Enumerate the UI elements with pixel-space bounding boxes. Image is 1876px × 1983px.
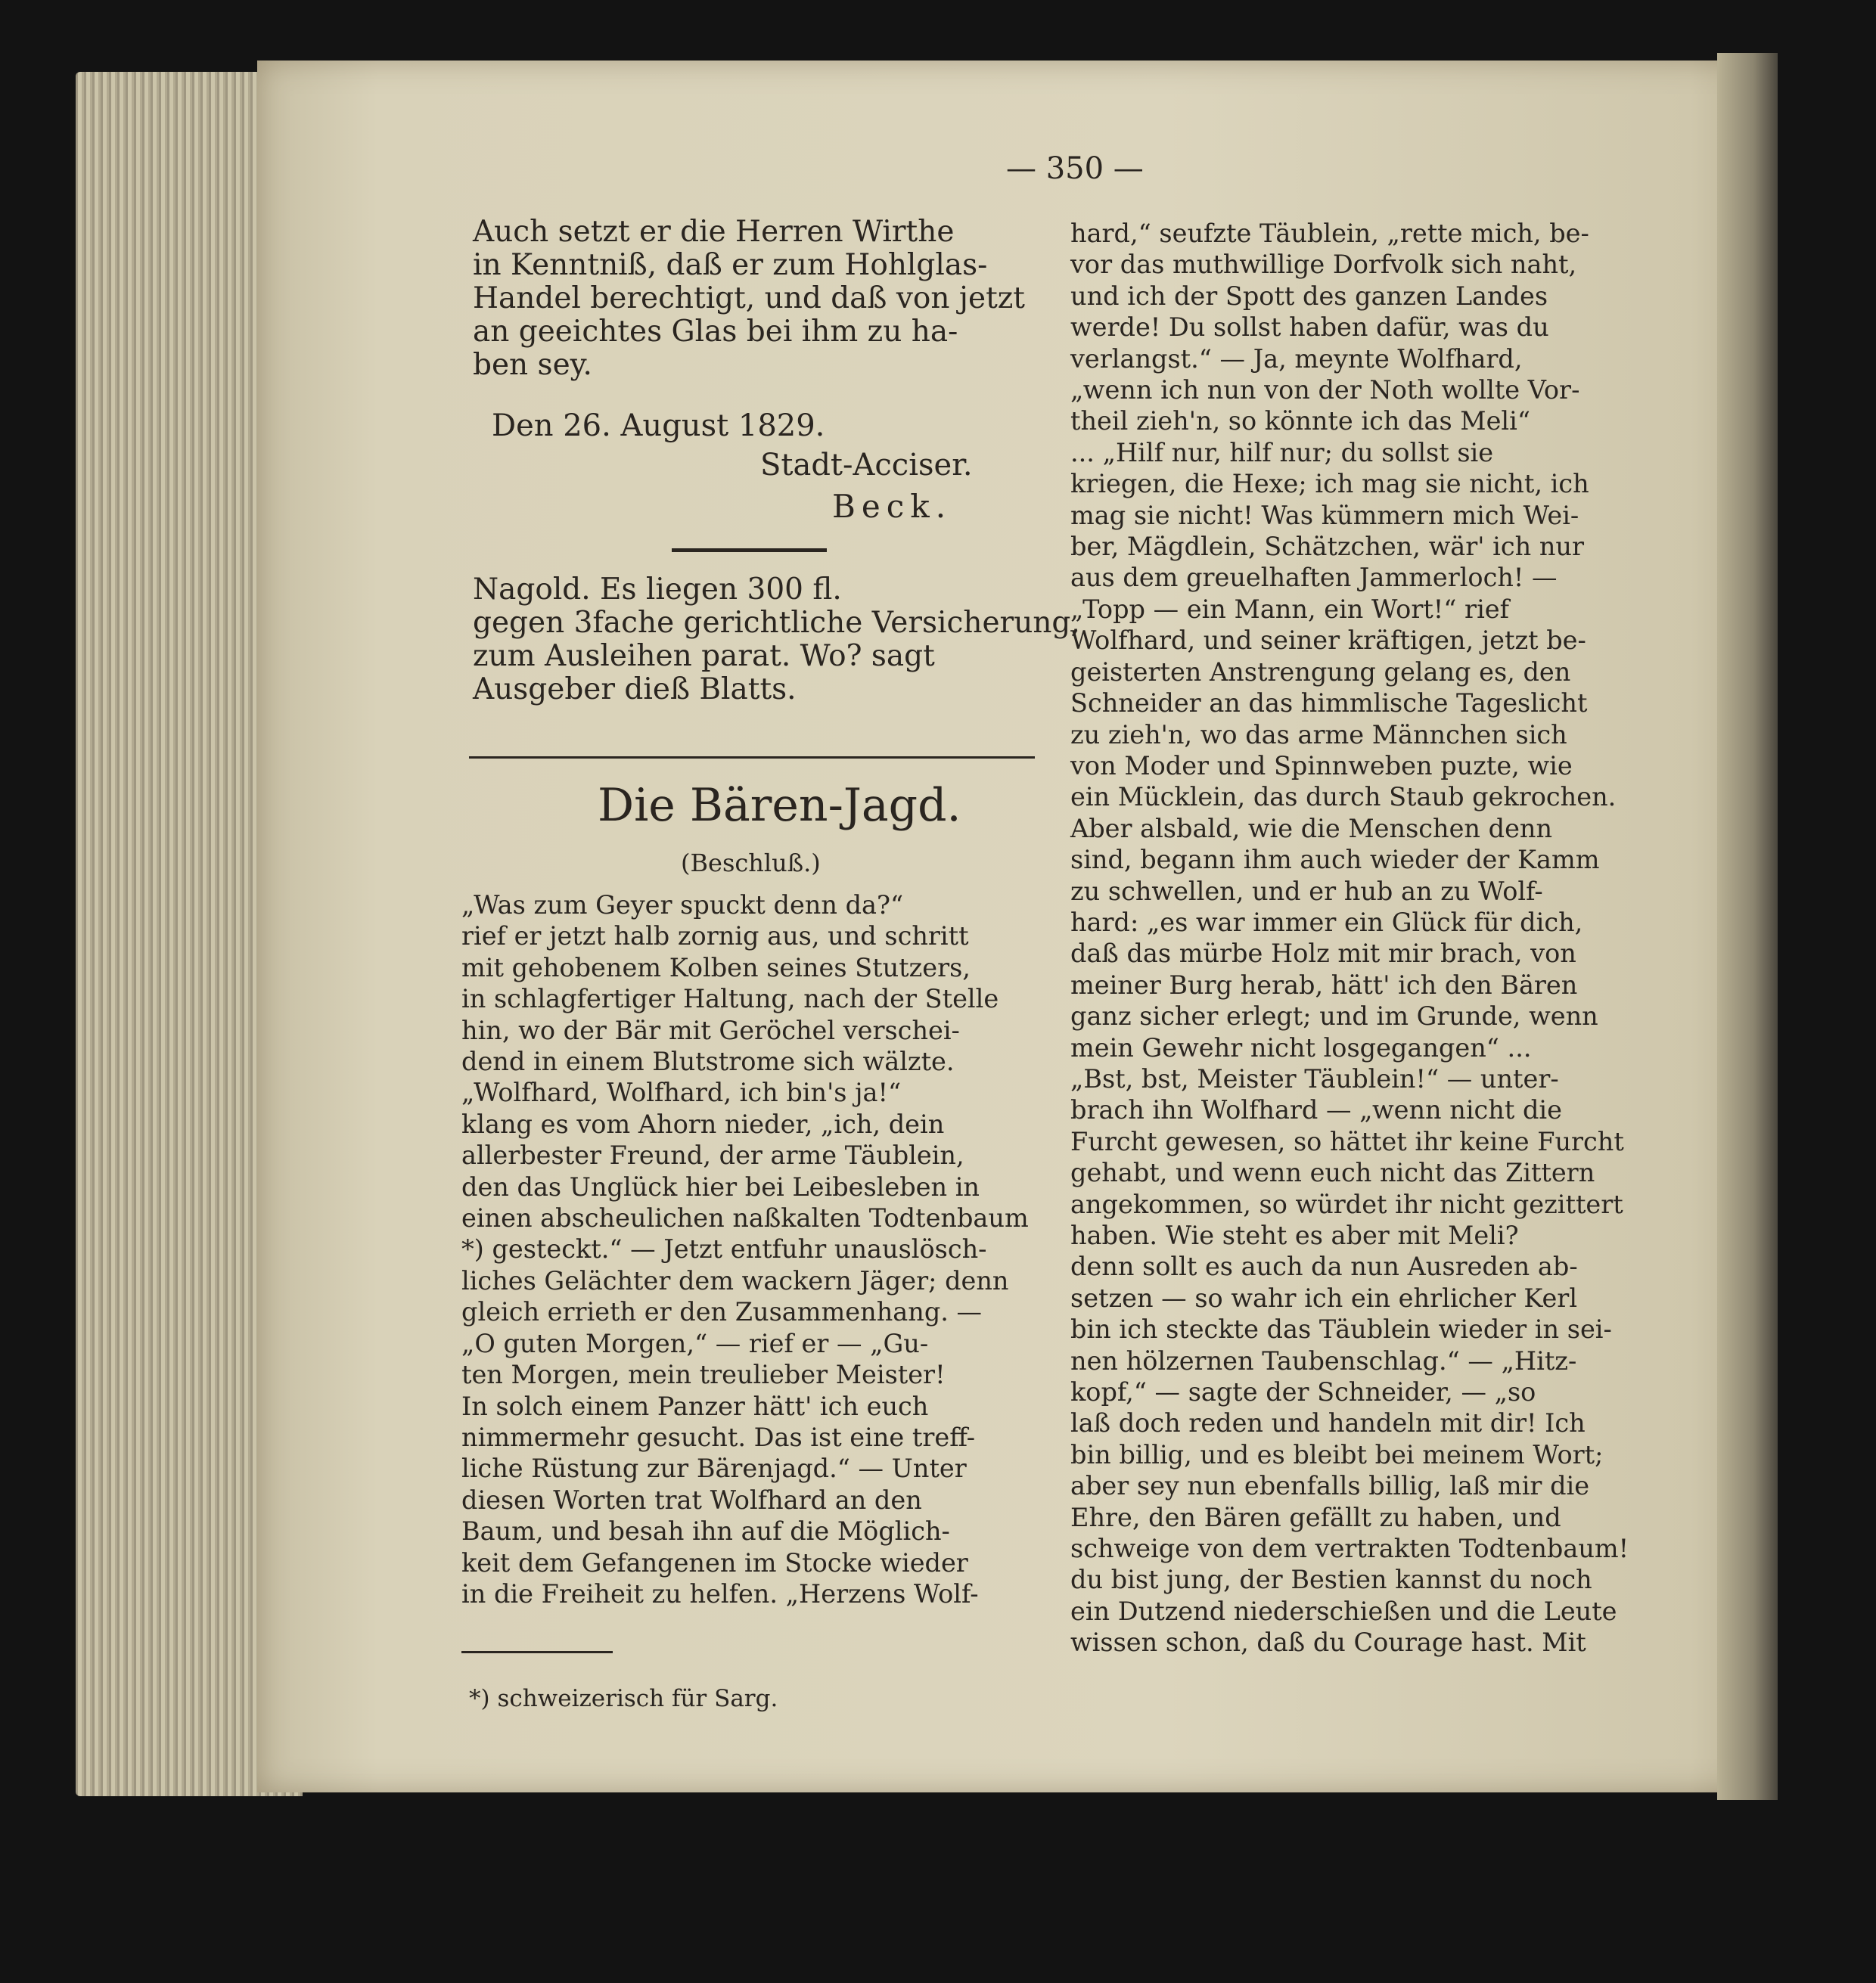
text-line: „Was zum Geyer spuckt denn da?“ bbox=[461, 890, 904, 920]
notice-line: zum Ausleihen parat. Wo? sagt bbox=[473, 639, 935, 673]
separator-rule bbox=[672, 548, 827, 552]
text-line: wissen schon, daß du Courage hast. Mit bbox=[1070, 1628, 1586, 1658]
text-line: werde! Du sollst haben dafür, was du bbox=[1070, 312, 1549, 343]
text-line: keit dem Gefangenen im Stocke wieder bbox=[461, 1547, 968, 1578]
text-line: Baum, und besah ihn auf die Möglich- bbox=[461, 1516, 950, 1547]
text-line: in die Freiheit zu helfen. „Herzens Wolf- bbox=[461, 1578, 979, 1609]
text-line: klang es vom Ahorn nieder, „ich, dein bbox=[461, 1109, 945, 1139]
text-line: mag sie nicht! Was kümmern mich Wei- bbox=[1070, 500, 1579, 530]
text-line: zu zieh'n, wo das arme Männchen sich bbox=[1070, 719, 1567, 749]
text-line: ein Dutzend niederschießen und die Leute bbox=[1070, 1596, 1617, 1626]
text-line: hin, wo der Bär mit Geröchel verschei- bbox=[461, 1015, 960, 1045]
notice-loan bbox=[473, 573, 1080, 706]
text-line: bin billig, und es bleibt bei meinem Wort; bbox=[1070, 1439, 1604, 1469]
text-line: Ehre, den Bären gefällt zu haben, und bbox=[1070, 1502, 1561, 1532]
notice-line: Auch setzt er die Herren Wirthe bbox=[473, 215, 955, 249]
text-line: Furcht gewesen, so hättet ihr keine Furcht bbox=[1070, 1126, 1624, 1156]
text-line: liches Gelächter dem wackern Jäger; denn bbox=[461, 1265, 1009, 1296]
text-line: Schneider an das himmlische Tageslicht bbox=[1070, 688, 1588, 718]
text-line: geisterten Anstrengung gelang es, den bbox=[1070, 656, 1571, 687]
text-line: dend in einem Blutstrome sich wälzte. bbox=[461, 1047, 955, 1077]
text-line: Aber alsbald, wie die Menschen denn bbox=[1070, 813, 1553, 843]
text-line: von Moder und Spinnweben puzte, wie bbox=[1070, 750, 1573, 780]
text-line: allerbester Freund, der arme Täublein, bbox=[461, 1140, 964, 1171]
story-title: Die Bären-Jagd. bbox=[598, 779, 961, 832]
section-rule bbox=[469, 756, 1035, 759]
text-line: laß doch reden und handeln mit dir! Ich bbox=[1070, 1408, 1586, 1438]
text-line: ten Morgen, mein treulieber Meister! bbox=[461, 1360, 946, 1390]
text-line: verlangst.“ — Ja, meynte Wolfhard, bbox=[1070, 343, 1523, 374]
text-line: nimmermehr gesucht. Das ist eine treff- bbox=[461, 1422, 976, 1452]
text-line: meiner Burg herab, hätt' ich den Bären bbox=[1070, 970, 1578, 1000]
text-line: brach ihn Wolfhard — „wenn nicht die bbox=[1070, 1095, 1562, 1125]
text-line: gleich errieth er den Zusammenhang. — bbox=[461, 1297, 983, 1327]
text-line: schweige von dem vertrakten Todtenbaum! bbox=[1070, 1534, 1629, 1564]
footnote: *) schweizerisch für Sarg. bbox=[469, 1685, 778, 1712]
text-line: In solch einem Panzer hätt' ich euch bbox=[461, 1391, 929, 1421]
text-line: setzen — so wahr ich ein ehrlicher Kerl bbox=[1070, 1283, 1578, 1313]
text-line: „Topp — ein Mann, ein Wort!“ rief bbox=[1070, 594, 1510, 624]
text-line: hard,“ seufzte Täublein, „rette mich, be- bbox=[1070, 219, 1589, 248]
page-number: — 350 — bbox=[1006, 151, 1144, 186]
text-line: zu schwellen, und er hub an zu Wolf- bbox=[1070, 876, 1543, 906]
text-line: aus dem greuelhaften Jammerloch! — bbox=[1070, 563, 1558, 593]
text-line: ber, Mägdlein, Schätzchen, wär' ich nur bbox=[1070, 532, 1584, 562]
text-line: Wolfhard, und seiner kräftigen, jetzt be- bbox=[1070, 625, 1586, 656]
text-line: aber sey nun ebenfalls billig, laß mir die bbox=[1070, 1471, 1590, 1501]
text-line: du bist jung, der Bestien kannst du noch bbox=[1070, 1565, 1592, 1595]
text-line: angekommen, so würdet ihr nicht gezittert bbox=[1070, 1189, 1623, 1219]
story-column-left bbox=[461, 889, 1029, 1609]
text-line: mit gehobenem Kolben seines Stutzers, bbox=[461, 952, 971, 982]
text-line: haben. Wie steht es aber mit Meli? bbox=[1070, 1221, 1519, 1250]
text-line: gehabt, und wenn euch nicht das Zittern bbox=[1070, 1158, 1595, 1188]
signature-office: Stadt-Acciser. bbox=[760, 448, 973, 483]
notice-line: Ausgeber dieß Blatts. bbox=[473, 672, 797, 706]
text-line: hard: „es war immer ein Glück für dich, bbox=[1070, 907, 1583, 937]
text-line: ... „Hilf nur, hilf nur; du sollst sie bbox=[1070, 437, 1494, 467]
text-line: den das Unglück hier bei Leibesleben in bbox=[461, 1171, 980, 1202]
text-line: kriegen, die Hexe; ich mag sie nicht, ich bbox=[1070, 469, 1589, 499]
notice-line: ben sey. bbox=[473, 348, 592, 382]
text-line: bin ich steckte das Täublein wieder in sei- bbox=[1070, 1314, 1612, 1345]
text-line: ein Mücklein, das durch Staub gekrochen. bbox=[1070, 782, 1617, 812]
text-line: „wenn ich nun von der Noth wollte Vor- bbox=[1070, 375, 1580, 405]
notice-glass-trade bbox=[473, 216, 1025, 382]
notice-date: Den 26. August 1829. bbox=[492, 408, 825, 443]
text-line: nen hölzernen Taubenschlag.“ — „Hitz- bbox=[1070, 1345, 1577, 1376]
text-line: liche Rüstung zur Bärenjagd.“ — Unter bbox=[461, 1454, 967, 1484]
text-line: „Wolfhard, Wolfhard, ich bin's ja!“ bbox=[461, 1078, 902, 1108]
story-subtitle: (Beschluß.) bbox=[681, 849, 821, 877]
text-line: daß das mürbe Holz mit mir brach, von bbox=[1070, 939, 1576, 969]
notice-line: an geeichtes Glas bei ihm zu ha- bbox=[473, 315, 958, 349]
notice-line: in Kenntniß, daß er zum Hohlglas- bbox=[473, 248, 988, 282]
footnote-rule bbox=[461, 1651, 613, 1653]
text-line: „Bst, bst, Meister Täublein!“ — unter- bbox=[1070, 1063, 1559, 1094]
text-line: mein Gewehr nicht losgegangen“ ... bbox=[1070, 1032, 1532, 1063]
text-line: sind, begann ihm auch wieder der Kamm bbox=[1070, 845, 1600, 875]
text-line: denn sollt es auch da nun Ausreden ab- bbox=[1070, 1252, 1578, 1282]
notice-line: Handel berechtigt, und daß von jetzt bbox=[473, 281, 1025, 315]
text-line: *) gesteckt.“ — Jetzt entfuhr unauslösch- bbox=[461, 1234, 987, 1265]
text-line: vor das muthwillige Dorfvolk sich naht, bbox=[1070, 250, 1577, 280]
story-column-right bbox=[1070, 218, 1629, 1659]
text-line: in schlagfertiger Haltung, nach der Stelle bbox=[461, 984, 999, 1014]
text-line: diesen Worten trat Wolfhard an den bbox=[461, 1485, 922, 1515]
text-line: rief er jetzt halb zornig aus, und schritt bbox=[461, 921, 969, 951]
text-line: „O guten Morgen,“ — rief er — „Gu- bbox=[461, 1328, 929, 1358]
text-line: theil zieh'n, so könnte ich das Meli“ bbox=[1070, 406, 1530, 436]
book-gutter bbox=[1717, 53, 1778, 1800]
notice-line: Nagold. Es liegen 300 fl. bbox=[473, 573, 842, 607]
text-line: kopf,“ — sagte der Schneider, — „so bbox=[1070, 1377, 1536, 1407]
text-line: und ich der Spott des ganzen Landes bbox=[1070, 281, 1548, 311]
text-line: einen abscheulichen naßkalten Todtenbaum bbox=[461, 1203, 1029, 1234]
notice-line: gegen 3fache gerichtliche Versicherung, bbox=[473, 606, 1080, 640]
signature-name: Beck. bbox=[832, 488, 952, 525]
text-line: ganz sicher erlegt; und im Grunde, wenn bbox=[1070, 1001, 1598, 1032]
